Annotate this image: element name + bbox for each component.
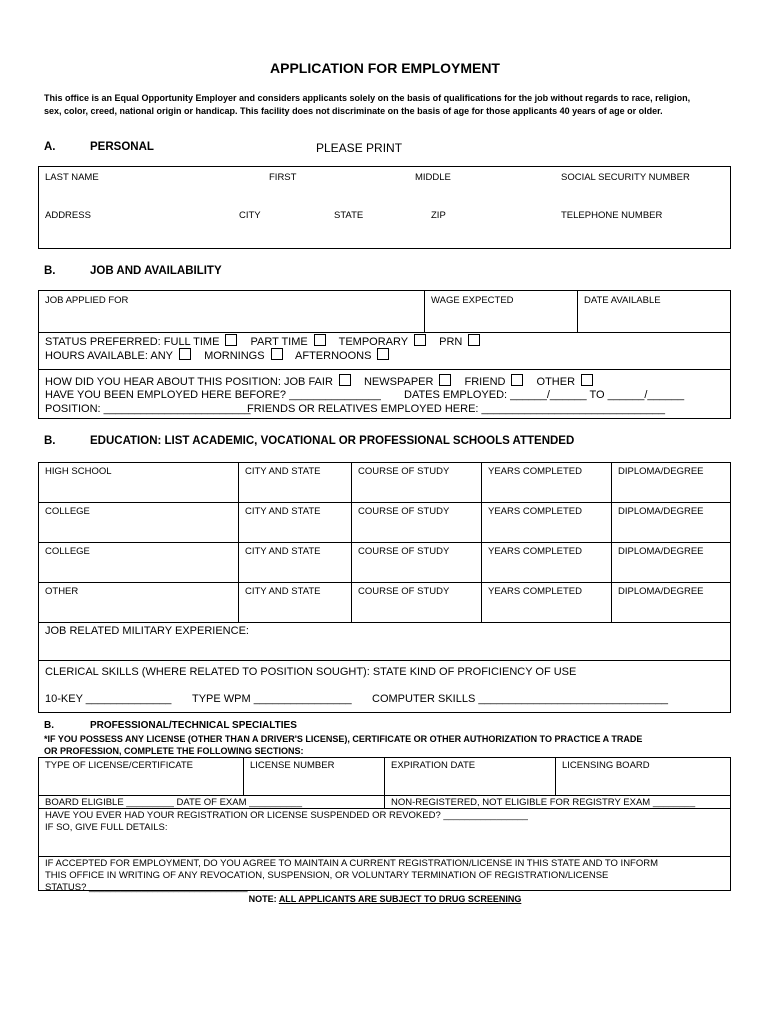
last-name-field[interactable]: LAST NAME (45, 172, 99, 183)
employed-before-field[interactable]: HAVE YOU BEEN EMPLOYED HERE BEFORE? _______________ (45, 389, 381, 401)
job-col-divider (577, 290, 578, 332)
professional-subheading: *IF YOU POSSESS ANY LICENSE (OTHER THAN A DRIVER'S LICENSE), CERTIFICATE OR OTHER AUTHORIZATION TO PRACTICE A TRADE (44, 734, 643, 744)
edu-school-cell[interactable]: COLLEGE (45, 546, 90, 557)
note-prefix: NOTE: (248, 894, 277, 904)
edu-diploma-cell[interactable]: DIPLOMA/DEGREE (618, 546, 704, 557)
part-time-checkbox[interactable] (314, 334, 326, 346)
expiration-date-field[interactable]: EXPIRATION DATE (391, 760, 476, 771)
education-row-divider (38, 660, 731, 661)
professional-col-divider (384, 757, 385, 808)
section-b-letter: B. (44, 265, 56, 277)
hear-newspaper-label: NEWSPAPER (363, 376, 434, 388)
computer-skills-field[interactable]: COMPUTER SKILLS _______________________________ (372, 693, 669, 705)
hear-friend-label: FRIEND (464, 376, 506, 388)
full-time-checkbox[interactable] (225, 334, 237, 346)
professional-col-divider (243, 757, 244, 795)
military-experience-field[interactable]: JOB RELATED MILITARY EXPERIENCE: (45, 625, 249, 637)
edu-course-cell[interactable]: COURSE OF STUDY (358, 546, 450, 557)
status-part-time-label: PART TIME (250, 336, 308, 348)
ten-key-field[interactable]: 10-KEY ______________ (45, 693, 172, 705)
page-title: APPLICATION FOR EMPLOYMENT (270, 60, 500, 76)
newspaper-checkbox[interactable] (439, 374, 451, 386)
professional-heading: PROFESSIONAL/TECHNICAL SPECIALTIES (90, 720, 297, 731)
suspended-field[interactable]: HAVE YOU EVER HAD YOUR REGISTRATION OR LICENSE SUSPENDED OR REVOKED? ________________ (45, 810, 528, 821)
edu-diploma-cell[interactable]: DIPLOMA/DEGREE (618, 586, 704, 597)
status-prn-label: PRN (439, 336, 463, 348)
hours-mornings-label: MORNINGS (204, 350, 265, 362)
hours-afternoons-label: AFTERNOONS (295, 350, 372, 362)
non-registered-field[interactable]: NON-REGISTERED, NOT ELIGIBLE FOR REGISTRY EXAM ________ (391, 797, 696, 808)
address-field[interactable]: ADDRESS (45, 210, 91, 221)
education-col-divider (238, 462, 239, 622)
education-row-divider (38, 582, 731, 583)
friend-checkbox[interactable] (511, 374, 523, 386)
mornings-checkbox[interactable] (271, 348, 283, 360)
edu-school-cell[interactable]: HIGH SCHOOL (45, 466, 112, 477)
dates-employed-field[interactable]: DATES EMPLOYED: ______/______ TO ______/______ (404, 389, 685, 401)
middle-name-field[interactable]: MIDDLE (415, 172, 451, 183)
drug-screening-note (0, 894, 770, 904)
clerical-skills-label: CLERICAL SKILLS (WHERE RELATED TO POSITION SOUGHT): STATE KIND OF PROFICIENCY OF USE (45, 666, 577, 678)
edu-diploma-cell[interactable]: DIPLOMA/DEGREE (618, 466, 704, 477)
other-checkbox[interactable] (581, 374, 593, 386)
board-eligible-field[interactable]: BOARD ELIGIBLE _________ DATE OF EXAM __________ (45, 797, 302, 808)
section-a-letter: A. (44, 141, 56, 153)
please-print-note: PLEASE PRINT (316, 141, 403, 155)
agree-text: IF ACCEPTED FOR EMPLOYMENT, DO YOU AGREE TO MAINTAIN A CURRENT REGISTRATION/LICENSE IN THIS STATE AND TO INFORM (45, 858, 659, 869)
ssn-field[interactable]: SOCIAL SECURITY NUMBER (561, 172, 690, 183)
status-row (45, 334, 490, 348)
education-row-divider (38, 502, 731, 503)
hear-job-fair-label: JOB FAIR (284, 376, 333, 388)
section-a-heading: PERSONAL (90, 141, 154, 153)
job-fair-checkbox[interactable] (339, 374, 351, 386)
license-status-field[interactable]: STATUS? ______________________________ (45, 882, 248, 893)
zip-field[interactable]: ZIP (431, 210, 446, 221)
state-field[interactable]: STATE (334, 210, 364, 221)
professional-divider (38, 856, 731, 857)
edu-city-cell[interactable]: CITY AND STATE (245, 506, 321, 517)
afternoons-checkbox[interactable] (377, 348, 389, 360)
license-number-field[interactable]: LICENSE NUMBER (250, 760, 335, 771)
date-available-field[interactable]: DATE AVAILABLE (584, 295, 661, 306)
education-col-divider (481, 462, 482, 622)
edu-years-cell[interactable]: YEARS COMPLETED (488, 586, 582, 597)
education-row-divider (38, 622, 731, 623)
type-wpm-field[interactable]: TYPE WPM ________________ (192, 693, 352, 705)
edu-years-cell[interactable]: YEARS COMPLETED (488, 506, 582, 517)
hours-any-label: ANY (150, 350, 173, 362)
edu-course-cell[interactable]: COURSE OF STUDY (358, 586, 450, 597)
intro-text: This office is an Equal Opportunity Employer and considers applicants solely on the basis of qualifications for the job without regards to race, religion, sex, color, creed, national origin or handicap. This facility does not discriminate on the basis of age for those applicants 40 years of age or older. (44, 93, 691, 116)
edu-years-cell[interactable]: YEARS COMPLETED (488, 546, 582, 557)
agree-text: THIS OFFICE IN WRITING OF ANY REVOCATION, SUSPENSION, OR VOLUNTARY TERMINATION OF REGISTRATION/LICENSE (45, 870, 609, 881)
education-letter: B. (44, 435, 56, 447)
city-field[interactable]: CITY (239, 210, 261, 221)
education-col-divider (611, 462, 612, 622)
hours-label: HOURS AVAILABLE: (45, 350, 148, 362)
professional-col-divider (555, 757, 556, 795)
edu-city-cell[interactable]: CITY AND STATE (245, 586, 321, 597)
professional-letter: B. (44, 720, 54, 731)
any-checkbox[interactable] (179, 348, 191, 360)
education-col-divider (351, 462, 352, 622)
edu-years-cell[interactable]: YEARS COMPLETED (488, 466, 582, 477)
hear-row (45, 374, 603, 388)
edu-city-cell[interactable]: CITY AND STATE (245, 546, 321, 557)
professional-divider (38, 808, 731, 809)
education-row-divider (38, 542, 731, 543)
education-heading: EDUCATION: LIST ACADEMIC, VOCATIONAL OR PROFESSIONAL SCHOOLS ATTENDED (90, 435, 575, 447)
note-text: ALL APPLICANTS ARE SUBJECT TO DRUG SCREENING (278, 894, 522, 904)
job-divider (38, 369, 731, 370)
job-applied-field[interactable]: JOB APPLIED FOR (45, 295, 129, 306)
friends-relatives-field[interactable]: FRIENDS OR RELATIVES EMPLOYED HERE: ______________________________ (247, 403, 666, 415)
edu-course-cell[interactable]: COURSE OF STUDY (358, 506, 450, 517)
prn-checkbox[interactable] (468, 334, 480, 346)
wage-expected-field[interactable]: WAGE EXPECTED (431, 295, 514, 306)
edu-school-cell[interactable]: COLLEGE (45, 506, 90, 517)
status-full-time-label: FULL TIME (163, 336, 220, 348)
professional-subheading: OR PROFESSION, COMPLETE THE FOLLOWING SECTIONS: (44, 746, 304, 756)
license-type-field[interactable]: TYPE OF LICENSE/CERTIFICATE (45, 760, 193, 771)
edu-diploma-cell[interactable]: DIPLOMA/DEGREE (618, 506, 704, 517)
status-temporary-label: TEMPORARY (338, 336, 409, 348)
temporary-checkbox[interactable] (414, 334, 426, 346)
telephone-field[interactable]: TELEPHONE NUMBER (561, 210, 663, 221)
hours-row (45, 348, 399, 362)
hear-label: HOW DID YOU HEAR ABOUT THIS POSITION: (45, 376, 281, 388)
job-divider (38, 332, 731, 333)
position-field[interactable]: POSITION: ________________________ (45, 403, 251, 415)
section-b-heading: JOB AND AVAILABILITY (90, 265, 222, 277)
edu-course-cell[interactable]: COURSE OF STUDY (358, 466, 450, 477)
job-col-divider (424, 290, 425, 332)
status-label: STATUS PREFERRED: (45, 336, 161, 348)
edu-city-cell[interactable]: CITY AND STATE (245, 466, 321, 477)
first-name-field[interactable]: FIRST (269, 172, 297, 183)
details-field[interactable]: IF SO, GIVE FULL DETAILS: (45, 822, 168, 833)
licensing-board-field[interactable]: LICENSING BOARD (562, 760, 650, 771)
edu-school-cell[interactable]: OTHER (45, 586, 79, 597)
hear-other-label: OTHER (536, 376, 576, 388)
